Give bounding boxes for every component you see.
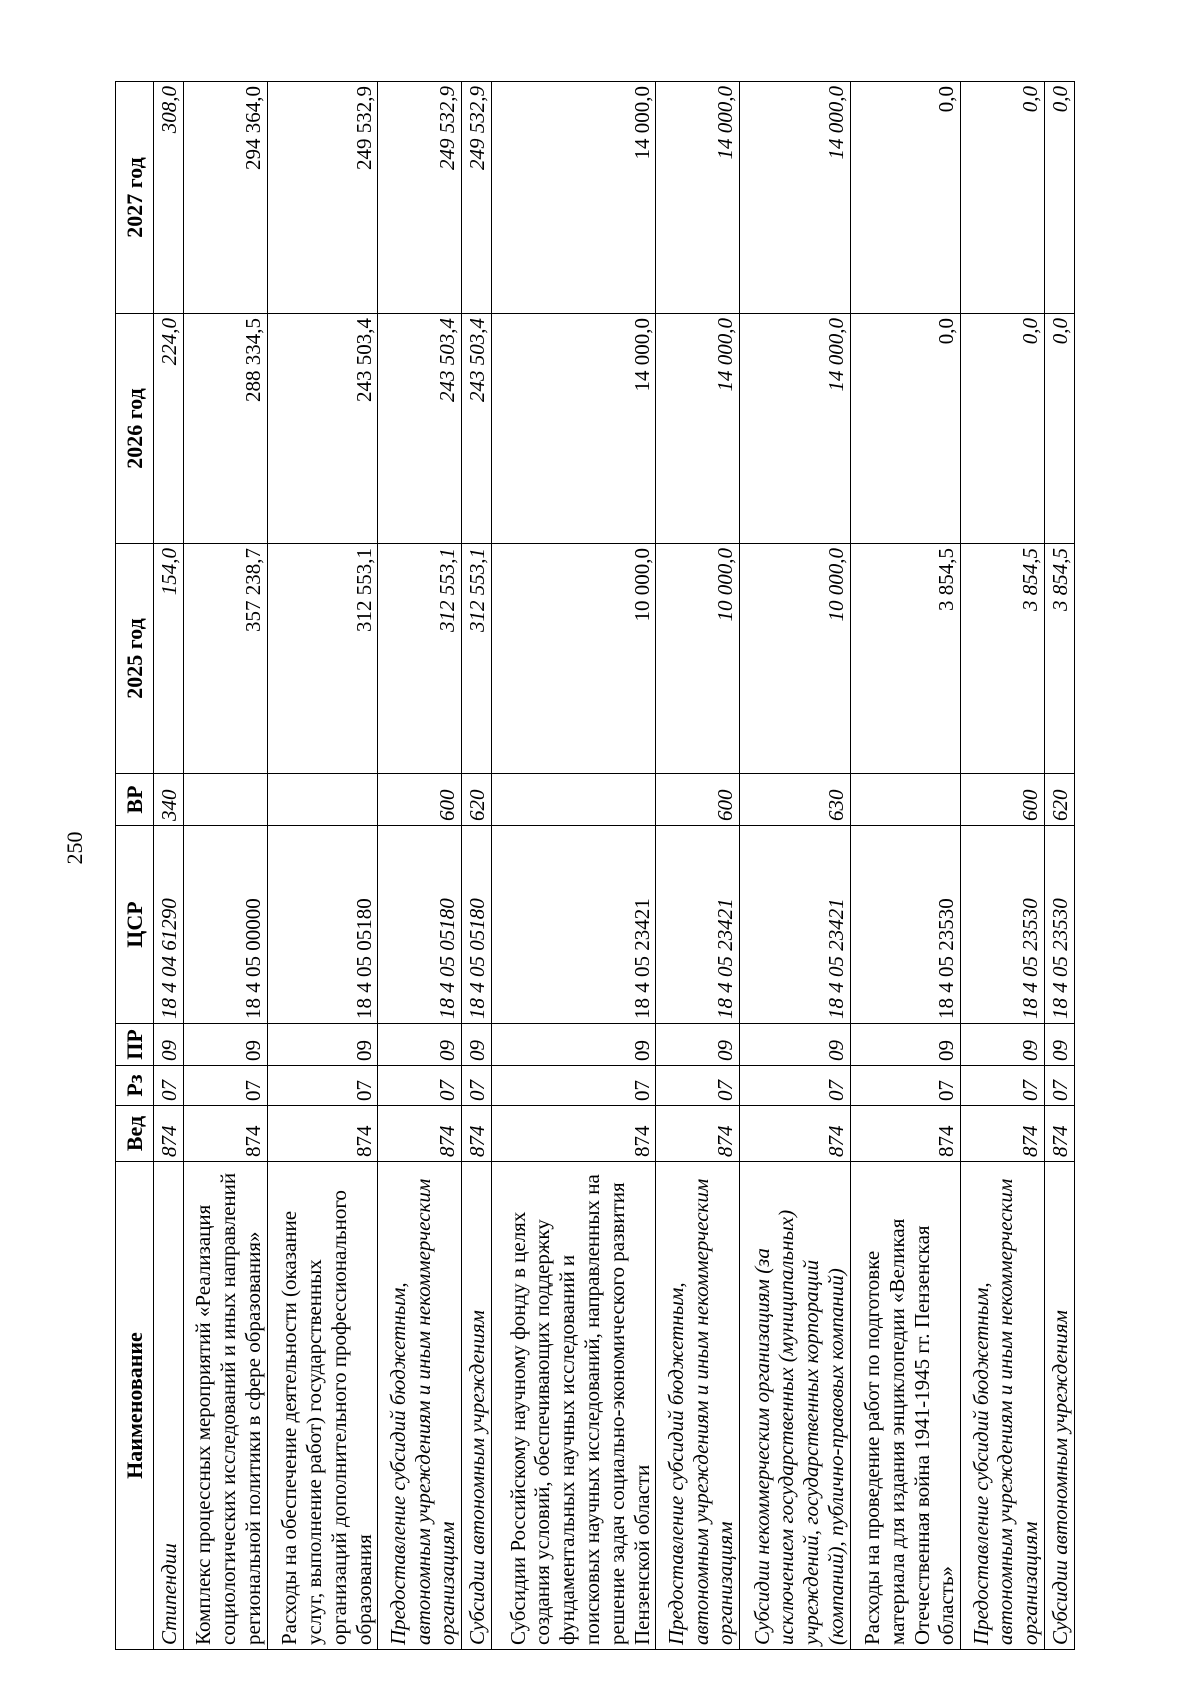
row-name-cell: Предоставление субсидий бюджетным, автономным учреждениям и иным некоммерческим организациям: [961, 1162, 1045, 1650]
row-vr-cell: [267, 774, 378, 826]
row-2026-cell: 0,0: [850, 314, 961, 544]
row-pr-cell: 09: [1044, 1024, 1074, 1066]
row-2027-cell: 249 532,9: [462, 82, 492, 314]
row-name-cell: Расходы на обеспечение деятельности (оказание услуг, выполнение работ) государственных организаций дополнительного профессионального образования: [267, 1162, 378, 1650]
row-vr-cell: 600: [378, 774, 462, 826]
header-vr: ВР: [116, 774, 154, 826]
row-2026-cell: 14 000,0: [492, 314, 656, 544]
row-2025-cell: 10 000,0: [492, 544, 656, 774]
table-row: [184, 82, 268, 1650]
row-csr-cell: 18 4 05 23421: [740, 826, 851, 1024]
row-2025-cell: 357 238,7: [184, 544, 268, 774]
row-vr-cell: 600: [961, 774, 1045, 826]
header-2026: 2026 год: [116, 314, 154, 544]
row-2027-cell: 0,0: [961, 82, 1045, 314]
row-name-cell: Предоставление субсидий бюджетным, автономным учреждениям и иным некоммерческим организациям: [656, 1162, 740, 1650]
header-pr: ПР: [116, 1024, 154, 1066]
row-2025-cell: 3 854,5: [1044, 544, 1074, 774]
row-vr-cell: [492, 774, 656, 826]
row-name-cell: Стипендии: [154, 1162, 184, 1650]
row-ved-cell: 874: [462, 1106, 492, 1162]
row-pr-cell: 09: [184, 1024, 268, 1066]
rotated-table-container: [115, 82, 1075, 1650]
table-row: [740, 82, 851, 1650]
row-rz-cell: 07: [1044, 1066, 1074, 1106]
row-csr-cell: 18 4 05 23530: [1044, 826, 1074, 1024]
row-pr-cell: 09: [378, 1024, 462, 1066]
row-pr-cell: 09: [267, 1024, 378, 1066]
row-pr-cell: 09: [154, 1024, 184, 1066]
row-csr-cell: 18 4 05 23530: [961, 826, 1045, 1024]
row-pr-cell: 09: [740, 1024, 851, 1066]
row-rz-cell: 07: [462, 1066, 492, 1106]
header-name: Наименование: [116, 1162, 154, 1650]
row-csr-cell: 18 4 05 23421: [656, 826, 740, 1024]
row-2027-cell: 249 532,9: [267, 82, 378, 314]
row-2027-cell: 14 000,0: [656, 82, 740, 314]
row-2026-cell: 224,0: [154, 314, 184, 544]
row-vr-cell: 340: [154, 774, 184, 826]
row-2026-cell: 14 000,0: [740, 314, 851, 544]
row-vr-cell: 620: [462, 774, 492, 826]
page-number: 250: [62, 831, 87, 865]
row-csr-cell: 18 4 05 05180: [267, 826, 378, 1024]
row-pr-cell: 09: [462, 1024, 492, 1066]
row-rz-cell: 07: [961, 1066, 1045, 1106]
table-row: [961, 82, 1045, 1650]
header-csr: ЦСР: [116, 826, 154, 1024]
budget-table: [115, 81, 1075, 1650]
row-rz-cell: 07: [184, 1066, 268, 1106]
header-ved: Вед: [116, 1106, 154, 1162]
row-name-cell: Субсидии некоммерческим организациям (за исключением государственных (муниципальных) учреждений, государственных корпораций (компаний), публично-правовых компаний): [740, 1162, 851, 1650]
row-pr-cell: 09: [492, 1024, 656, 1066]
row-ved-cell: 874: [267, 1106, 378, 1162]
row-2027-cell: 14 000,0: [492, 82, 656, 314]
row-csr-cell: 18 4 04 61290: [154, 826, 184, 1024]
row-name-cell: Предоставление субсидий бюджетным, автономным учреждениям и иным некоммерческим организациям: [378, 1162, 462, 1650]
row-rz-cell: 07: [154, 1066, 184, 1106]
header-2027: 2027 год: [116, 82, 154, 314]
row-pr-cell: 09: [961, 1024, 1045, 1066]
table-row: [850, 82, 961, 1650]
row-pr-cell: 09: [656, 1024, 740, 1066]
row-2027-cell: 0,0: [850, 82, 961, 314]
row-vr-cell: 630: [740, 774, 851, 826]
row-2025-cell: 312 553,1: [378, 544, 462, 774]
row-2025-cell: 312 553,1: [267, 544, 378, 774]
row-2025-cell: 3 854,5: [850, 544, 961, 774]
row-2026-cell: 243 503,4: [462, 314, 492, 544]
row-2026-cell: 0,0: [1044, 314, 1074, 544]
row-name-cell: Расходы на проведение работ по подготовке материала для издания энциклопедии «Великая Отечественная война 1941-1945 гг. Пензенская область»: [850, 1162, 961, 1650]
table-row: [378, 82, 462, 1650]
row-rz-cell: 07: [656, 1066, 740, 1106]
row-rz-cell: 07: [378, 1066, 462, 1106]
table-row: [656, 82, 740, 1650]
row-csr-cell: 18 4 05 05180: [378, 826, 462, 1024]
row-2027-cell: 249 532,9: [378, 82, 462, 314]
table-row: [154, 82, 184, 1650]
row-name-cell: Субсидии автономным учреждениям: [1044, 1162, 1074, 1650]
row-2025-cell: 3 854,5: [961, 544, 1045, 774]
row-2026-cell: 243 503,4: [267, 314, 378, 544]
row-ved-cell: 874: [961, 1106, 1045, 1162]
row-2026-cell: 0,0: [961, 314, 1045, 544]
row-ved-cell: 874: [850, 1106, 961, 1162]
table-header-row: [116, 82, 154, 1650]
row-2027-cell: 14 000,0: [740, 82, 851, 314]
table-row: [492, 82, 656, 1650]
row-rz-cell: 07: [267, 1066, 378, 1106]
row-csr-cell: 18 4 05 05180: [462, 826, 492, 1024]
row-2026-cell: 243 503,4: [378, 314, 462, 544]
row-2027-cell: 294 364,0: [184, 82, 268, 314]
row-ved-cell: 874: [492, 1106, 656, 1162]
header-2025: 2025 год: [116, 544, 154, 774]
row-csr-cell: 18 4 05 00000: [184, 826, 268, 1024]
row-ved-cell: 874: [154, 1106, 184, 1162]
row-rz-cell: 07: [850, 1066, 961, 1106]
row-name-cell: Комплекс процессных мероприятий «Реализация социологических исследований и иных направлений региональной политики в сфере образования»: [184, 1162, 268, 1650]
row-ved-cell: 874: [1044, 1106, 1074, 1162]
row-2025-cell: 10 000,0: [656, 544, 740, 774]
row-rz-cell: 07: [740, 1066, 851, 1106]
row-csr-cell: 18 4 05 23421: [492, 826, 656, 1024]
table-row: [267, 82, 378, 1650]
table-row: [462, 82, 492, 1650]
table-body: [154, 82, 1075, 1650]
row-ved-cell: 874: [656, 1106, 740, 1162]
row-2025-cell: 154,0: [154, 544, 184, 774]
row-2027-cell: 308,0: [154, 82, 184, 314]
row-ved-cell: 874: [378, 1106, 462, 1162]
row-2026-cell: 288 334,5: [184, 314, 268, 544]
table-row: [1044, 82, 1074, 1650]
row-name-cell: Субсидии автономным учреждениям: [462, 1162, 492, 1650]
row-pr-cell: 09: [850, 1024, 961, 1066]
row-2026-cell: 14 000,0: [656, 314, 740, 544]
row-vr-cell: 620: [1044, 774, 1074, 826]
row-csr-cell: 18 4 05 23530: [850, 826, 961, 1024]
row-ved-cell: 874: [740, 1106, 851, 1162]
row-2025-cell: 312 553,1: [462, 544, 492, 774]
row-vr-cell: 600: [656, 774, 740, 826]
row-rz-cell: 07: [492, 1066, 656, 1106]
row-name-cell: Субсидии Российскому научному фонду в целях создания условий, обеспечивающих поддержку фундаментальных научных исследований и поисковых научных исследований, направленных на решение задач социально-экономического развития Пензенской области: [492, 1162, 656, 1650]
row-2027-cell: 0,0: [1044, 82, 1074, 314]
row-vr-cell: [850, 774, 961, 826]
row-vr-cell: [184, 774, 268, 826]
row-ved-cell: 874: [184, 1106, 268, 1162]
row-2025-cell: 10 000,0: [740, 544, 851, 774]
header-rz: Рз: [116, 1066, 154, 1106]
